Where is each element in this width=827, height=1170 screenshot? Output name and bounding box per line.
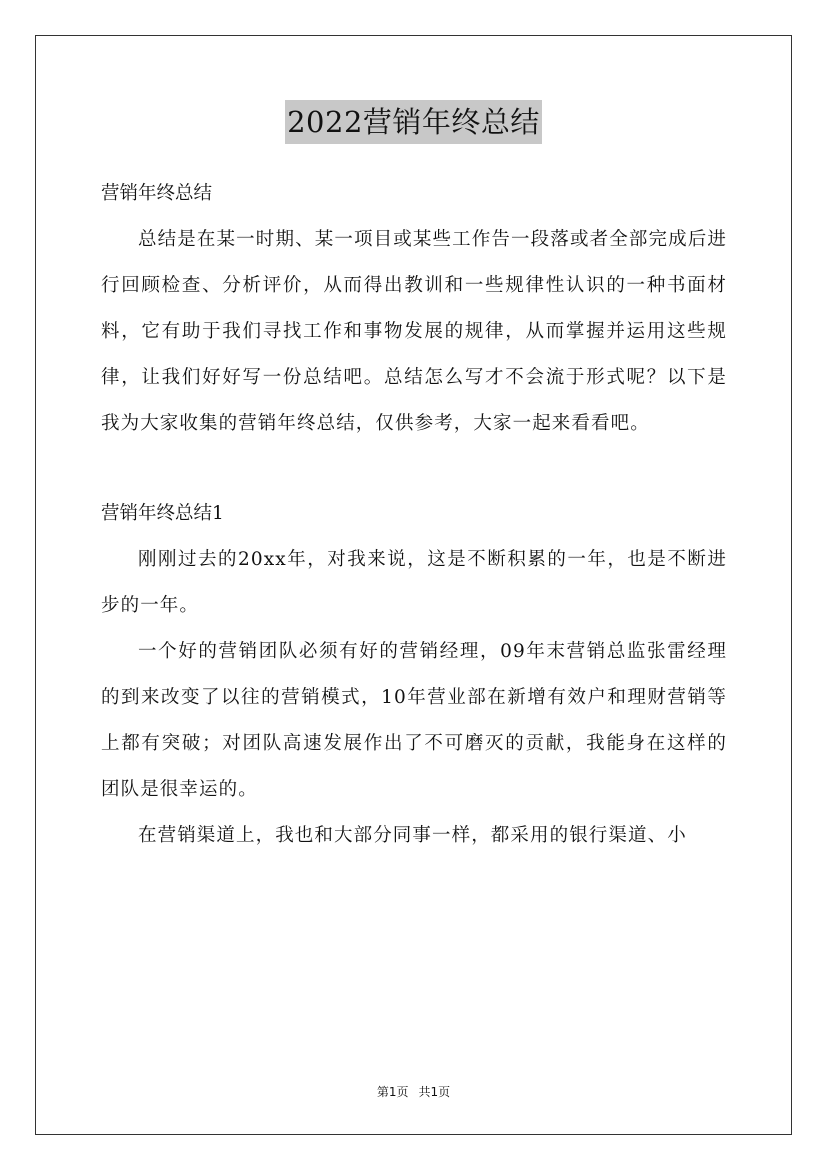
section1-paragraph-2: 一个好的营销团队必须有好的营销经理，09年末营销总监张雷经理的到来改变了以往的营销模式，10年营业部在新增有效户和理财营销等上都有突破；对团队高速发展作出了不可磨灭的贡献，我能身在这样的团队是很幸运的。 <box>101 641 727 800</box>
intro-paragraph: 总结是在某一时期、某一项目或某些工作告一段落或者全部完成后进行回顾检查、分析评价，从而得出教训和一些规律性认识的一种书面材料，它有助于我们寻找工作和事物发展的规律，从而掌握并运用这些规律，让我们好好写一份总结吧。总结怎么写才不会流于形式呢？以下是我为大家收集的营销年终总结，仅供参考，大家一起来看看吧。 <box>101 229 727 434</box>
section-spacer <box>101 447 727 491</box>
document-body <box>101 171 727 859</box>
section1-paragraph-1: 刚刚过去的20xx年，对我来说，这是不断积累的一年，也是不断进步的一年。 <box>101 549 727 616</box>
page-number: 第1页 <box>376 1085 409 1099</box>
section1-heading: 营销年终总结1 <box>101 503 224 524</box>
page-footer <box>0 1083 827 1100</box>
title-container <box>0 100 827 144</box>
document-title: 2022营销年终总结 <box>285 100 542 144</box>
page-total: 共1页 <box>418 1085 451 1099</box>
section1-paragraph-3: 在营销渠道上，我也和大部分同事一样，都采用的银行渠道、小 <box>138 825 687 846</box>
intro-heading: 营销年终总结 <box>101 183 213 204</box>
